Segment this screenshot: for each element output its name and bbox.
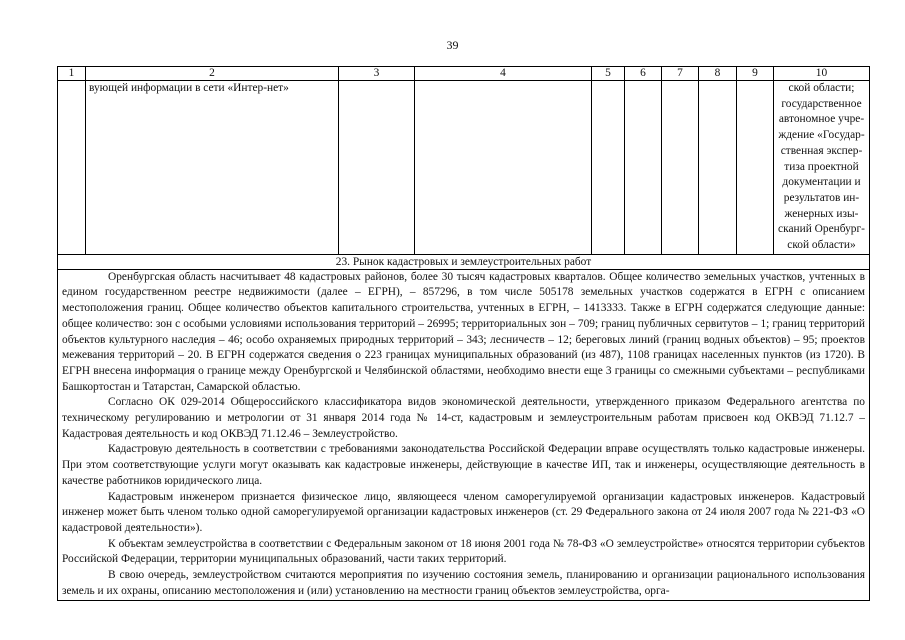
document-table [57,66,870,601]
page-number: 39 [446,38,459,52]
paragraph: Согласно ОК 029-2014 Общероссийского классификатора видов экономической деятельности, утвержденного приказом Федерального агентства по техническому регулированию и метрологии от 31 января 2014 года № 14-ст, кадастровым и землеустроительным работам присвоен код ОКВЭД 71.12.7 – Кадастровая деятельность и код ОКВЭД 71.12.46 – Землеустройство. [62,396,865,440]
column-header: 7 [662,67,699,81]
section-text [58,269,870,600]
table-cell [699,81,737,255]
column-header: 1 [58,67,86,81]
table-header-row [58,67,870,81]
paragraph: К объектам землеустройства в соответствии с Федеральным законом от 18 июня 2001 года № 78-ФЗ «О землеустройстве» относятся территории субъектов Российской Федерации, территории муниципальных образований, части таких территорий. [62,537,865,566]
table-cell [625,81,662,255]
table-cell [415,81,592,255]
column-header: 6 [625,67,662,81]
section-text-row [58,269,870,600]
table-cell-description: вующей информации в сети «Интер-нет» [86,81,339,255]
table-cell-responsible: ской области; государственное автономное учре-ждение «Государ-ственная экспер-тиза проектной документации и результатов ин-женерных изы-сканий Оренбург-ской области» [774,81,870,255]
column-header: 8 [699,67,737,81]
column-header: 5 [592,67,625,81]
table-cell [737,81,774,255]
column-header: 2 [86,67,339,81]
table-cell [662,81,699,255]
paragraph: В свою очередь, землеустройством считаются мероприятия по изучению состояния земель, планированию и организации рационального использования земель и их охраны, описанию местоположения и (или) установлению на местности границ объектов землеустройства, орга- [62,569,865,597]
column-header: 3 [339,67,415,81]
paragraph: Кадастровую деятельность в соответствии с требованиями законодательства Российской Федерации вправе осуществлять только кадастровые инженеры. При этом соответствующие услуги могут оказывать как кадастровые инженеры, действующие в качестве ИП, так и инженеры, осуществляющие деятельность в качестве работников юридического лица. [62,443,865,487]
paragraph: Оренбургская область насчитывает 48 кадастровых районов, более 30 тысяч кадастровых кварталов. Общее количество земельных участков, учтенных в едином государственном реестре недвижимости (далее – ЕГРН), – 857296, в том числе 505178 земельных участков содержатся в ЕГРН с описанием местоположения границ. Общее количество объектов капитального строительства, учтенных в ЕГРН, – 1413333. Также в ЕГРН содержатся следующие данные: общее количество: зон с особыми условиями использования территорий – 26995; территориальных зон – 709; границ публичных сервитутов – 1; границ территорий объектов культурного наследия – 46; особо охраняемых природных территорий – 343; лесничеств – 12; береговых линий (границ водных объектов) – 95; проектов межевания территорий – 20. В ЕГРН содержатся сведения о 223 границах муниципальных образований (из 487), 1108 границах населенных пунктов (из 1720). В ЕГРН внесена информация о границе между Оренбургской и Челябинской областями, необходимо внести еще 3 границы со смежными субъектами – республиками Башкортостан и Татарстан, Самарской областью. [62,270,865,393]
table-cell [339,81,415,255]
paragraph: Кадастровым инженером признается физическое лицо, являющееся членом саморегулируемой организации кадастровых инженеров. Кадастровый инженер может быть членом только одной саморегулируемой организации кадастровых инженеров (ст. 29 Федерального закона от 24 июля 2007 года № 221-ФЗ «О кадастровой деятельности»). [62,490,865,534]
table-row [58,81,870,255]
table-cell [592,81,625,255]
column-header: 4 [415,67,592,81]
section-title: 23. Рынок кадастровых и землеустроительных работ [58,254,870,269]
column-header: 10 [774,67,870,81]
section-title-row [58,254,870,269]
table-cell [58,81,86,255]
column-header: 9 [737,67,774,81]
